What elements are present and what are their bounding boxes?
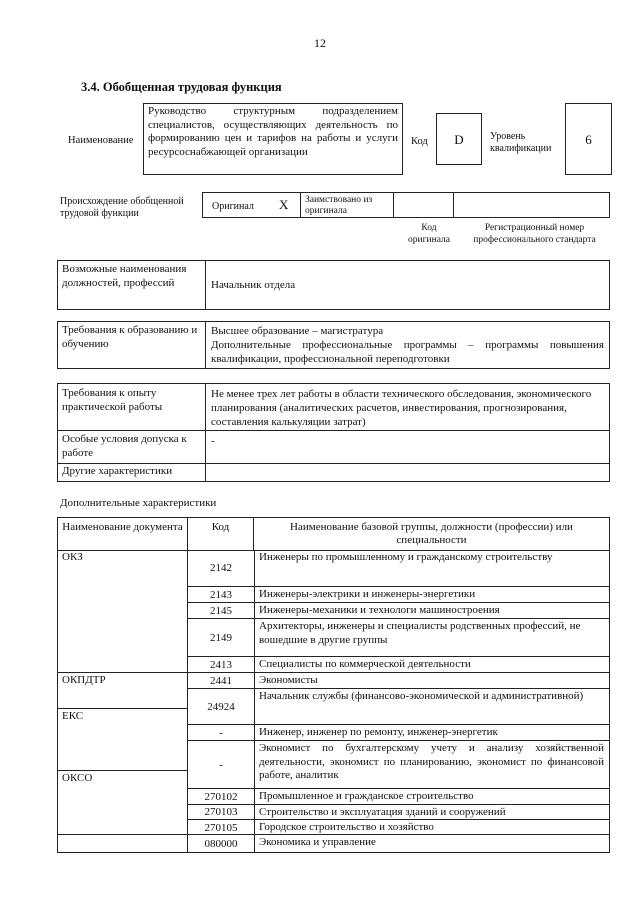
row-code: 24924 [188,689,255,724]
row-name: Городское строительство и хозяйство [259,821,434,833]
section-heading: 3.4. Обобщенная трудовая функция [81,80,282,94]
origin-borrowed-cell [301,193,394,217]
table-row [188,602,609,618]
row-code: 2441 [188,673,255,688]
row-name: Инженер, инженер по ремонту, инженер-энергетик [259,726,498,738]
row-name: Архитекторы, инженеры и специалисты родственных профессий, не вошедшие в другие группы [259,620,581,646]
row-name: Начальник службы (финансово-экономической и административной) [259,690,584,702]
code-original-label: Код оригинала [408,223,450,245]
extra-characteristics-table [57,517,610,835]
original-label: Оригинал [212,201,254,212]
row-code: 2142 [188,550,255,586]
row-name: Инженеры-электрики и инженеры-энергетики [259,588,476,600]
table-header [58,518,609,551]
reg-number-label: Регистрационный номер профессионального стандарта [473,223,596,245]
table-row [188,550,609,586]
row-code: 270103 [188,805,255,819]
group-okso-continued [58,834,188,852]
row-name: Инженеры по промышленному и гражданскому строительству [259,551,553,563]
special-conditions-value: - [211,435,215,447]
education-label: Требования к образованию и обучению [58,322,206,368]
positions-label: Возможные наименования должностей, профессий [58,261,206,309]
experience-value: Не менее трех лет работы в области технического обследования, экономического планирования (аналитических расчетов, инвестирования, прогнозирования, составления калькуляции затрат) [211,388,592,428]
table-row [188,586,609,602]
row-name: Экономика и управление [259,836,376,848]
table-row [188,819,609,835]
row-name: Промышленное и гражданское строительство [259,790,474,802]
table-row [188,740,609,788]
table-row [188,688,609,724]
row-code: 2145 [188,603,255,618]
header-document: Наименование документа [58,518,188,550]
origin-table [202,192,610,218]
other-characteristics-label: Другие характеристики [58,464,206,481]
origin-code-cell [394,193,454,217]
page-number: 12 [314,36,326,50]
row-name: Экономист по бухгалтерскому учету и анализу хозяйственной деятельности, экономист по планированию, экономист по финансовой работе, аналитик [259,742,604,781]
borrowed-label: Заимствовано из оригинала [305,195,373,216]
education-line-1: Высшее образование – магистратура [211,325,384,337]
table-row [188,724,609,740]
requirements-box [57,383,610,482]
row-code: 080000 [188,835,255,852]
other-characteristics-value [206,464,609,481]
row-name: Экономисты [259,674,318,686]
qualification-level-label: Уровень квалификации [490,131,552,154]
group-okpdtr: ОКПДТР [58,672,188,708]
qualification-level-value: 6 [565,103,612,175]
group-eks: ЕКС [58,708,188,770]
row-code: - [188,725,255,740]
table-row [188,834,609,852]
row-code: 270105 [188,820,255,835]
origin-label: Происхождение обобщенной трудовой функции [60,196,184,219]
header-group-name: Наименование базовой группы, должности (профессии) или специальности [290,521,573,546]
table-row [188,618,609,656]
name-label: Наименование [68,135,134,146]
positions-value: Начальник отдела [211,279,296,291]
group-okz: ОКЗ [58,550,188,672]
function-code-value: D [436,113,482,165]
special-conditions-label: Особые условия допуска к работе [58,431,206,463]
table-row [188,672,609,688]
experience-label: Требования к опыту практической работы [58,384,206,430]
table-row [188,788,609,804]
row-code: 2149 [188,619,255,656]
extra-characteristics-table-tail [57,835,610,853]
row-name: Строительство и эксплуатация зданий и сооружений [259,806,506,818]
row-code: 270102 [188,789,255,804]
function-name-value: Руководство структурным подразделением специалистов, осуществляющих деятельность по формированию цен и тарифов на работы и услуги ресурсоснабжающей организации [143,103,403,175]
code-label: Код [411,136,428,147]
row-code: 2413 [188,657,255,672]
education-box [57,321,610,369]
education-line-2: Дополнительные профессиональные программы – программы повышения квалификации, профессиональной переподготовки [211,339,604,365]
positions-box [57,260,610,310]
original-mark: X [279,197,289,212]
group-okso: ОКСО [58,770,188,834]
row-name: Специалисты по коммерческой деятельности [259,658,471,670]
header-code: Код [188,518,254,550]
education-value [206,322,609,368]
table-row [188,656,609,672]
row-code: - [188,741,255,788]
origin-original-cell [203,193,301,217]
row-name: Инженеры-механики и технологи машиностроения [259,604,500,616]
row-code: 2143 [188,587,255,602]
extra-characteristics-heading: Дополнительные характеристики [60,497,217,509]
table-row [188,804,609,819]
